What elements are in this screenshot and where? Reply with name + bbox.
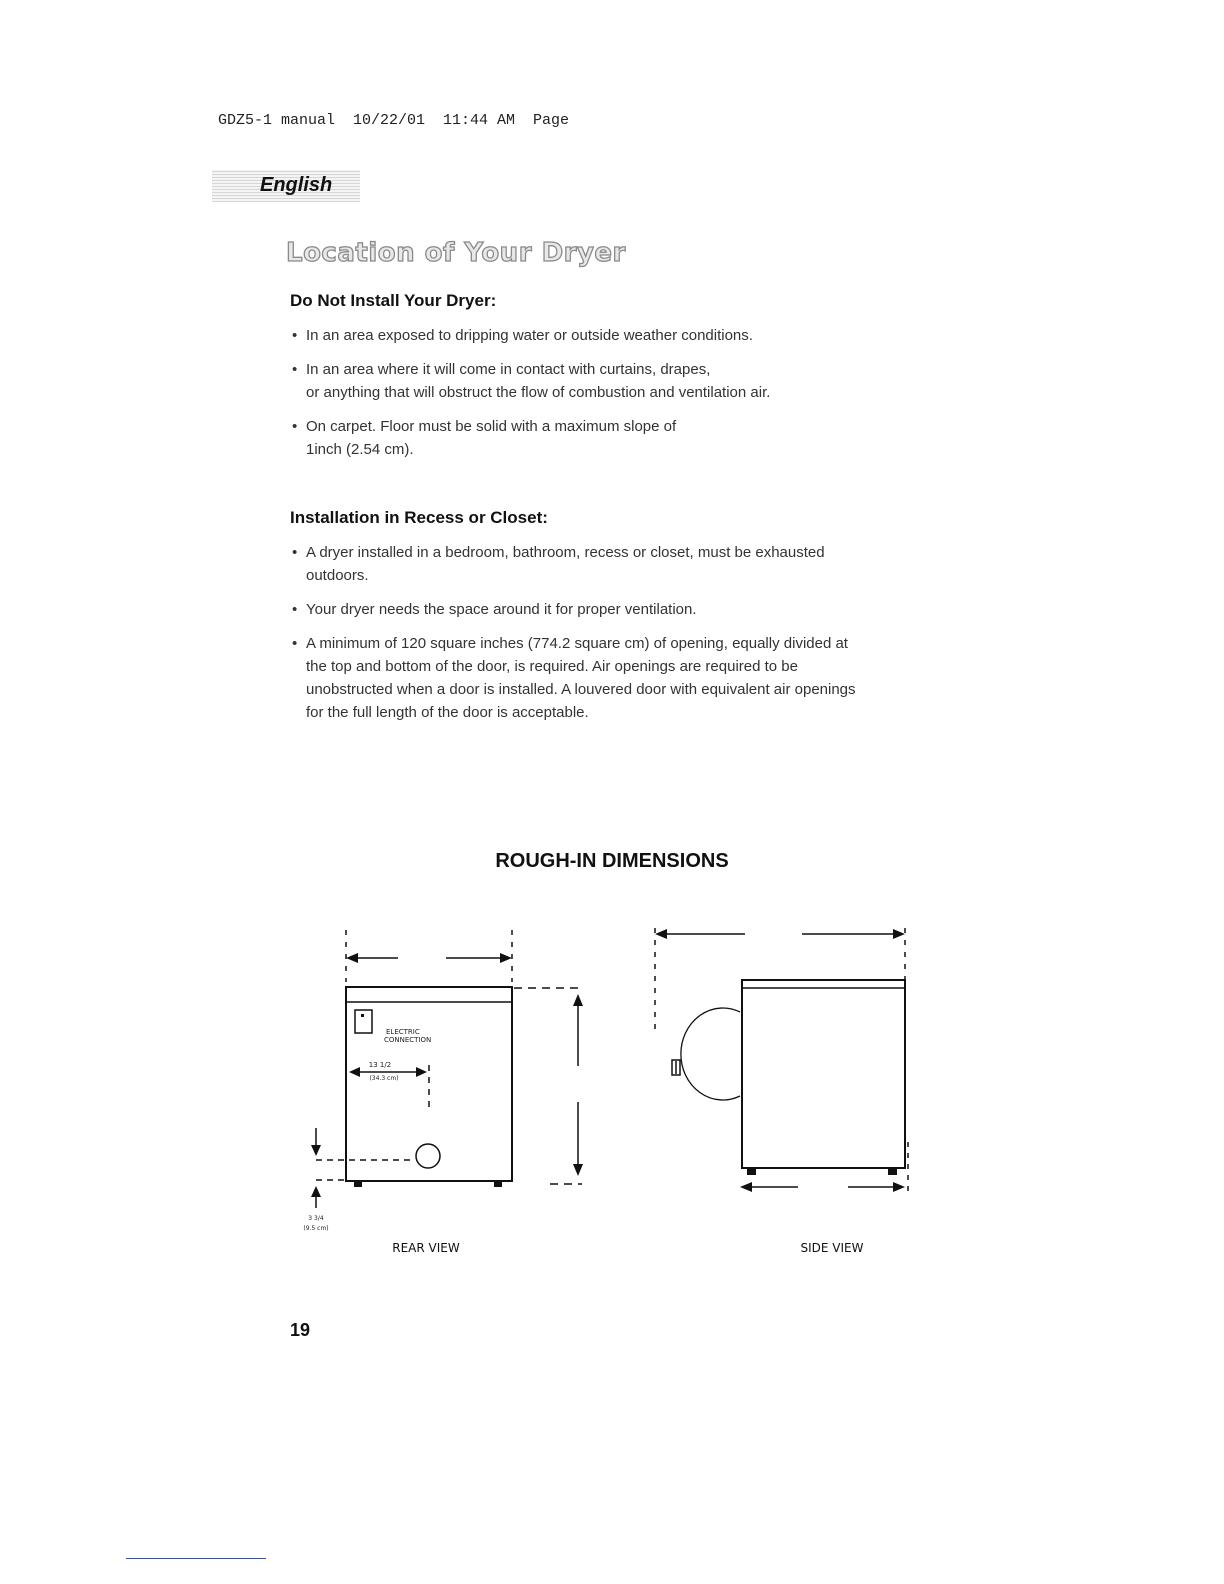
list-item-text: A dryer installed in a bedroom, bathroom, recess or closet, must be exhausted outdoors.: [306, 544, 825, 584]
recess-closet-heading: Installation in Recess or Closet:: [290, 508, 548, 527]
list-item-text: On carpet. Floor must be solid with a maximum slope of 1inch (2.54 cm).: [306, 418, 677, 458]
list-item-text: In an area exposed to dripping water or outside weather conditions.: [306, 327, 753, 344]
diagram-title: ROUGH-IN DIMENSIONS: [495, 850, 729, 872]
dimension-3-3-4-label: 3 3/4: [308, 1215, 324, 1222]
rear-view-label: REAR VIEW: [392, 1241, 460, 1255]
list-item-text: In an area where it will come in contact with curtains, drapes, or anything that will obstruct the flow of combustion and ventilation air.: [306, 361, 771, 401]
list-item-text: A minimum of 120 square inches (774.2 square cm) of opening, equally divided at the top and bottom of the door, is required. Air openings are required to be unobstructed when a door is installed. A louvered door with equivalent air openings for the full length of the door is acceptable.: [306, 635, 856, 721]
dimension-13-half-label: 13 1/2: [368, 1061, 392, 1069]
list-item-text: Your dryer needs the space around it for proper ventilation.: [306, 601, 697, 618]
rear-view-drawing: [311, 930, 583, 1208]
do-not-install-heading: Do Not Install Your Dryer:: [290, 291, 497, 310]
page-title: Location of Your Dryer: [286, 238, 626, 268]
side-view-drawing: [655, 928, 908, 1196]
electric-connection-label-line2: CONNECTION: [384, 1036, 432, 1044]
print-header: GDZ5-1 manual 10/22/01 11:44 AM Page: [218, 112, 570, 129]
electric-connection-label-line1: ELECTRIC: [386, 1028, 420, 1036]
dimension-3-3-4-cm-label: (9.5 cm): [303, 1225, 329, 1232]
language-tab-label: English: [260, 174, 333, 196]
side-view-label: SIDE VIEW: [800, 1241, 864, 1255]
dimension-13-half-cm-label: (34.3 cm): [369, 1075, 399, 1082]
footer-divider: [126, 1558, 266, 1559]
page-number: 19: [290, 1320, 311, 1340]
